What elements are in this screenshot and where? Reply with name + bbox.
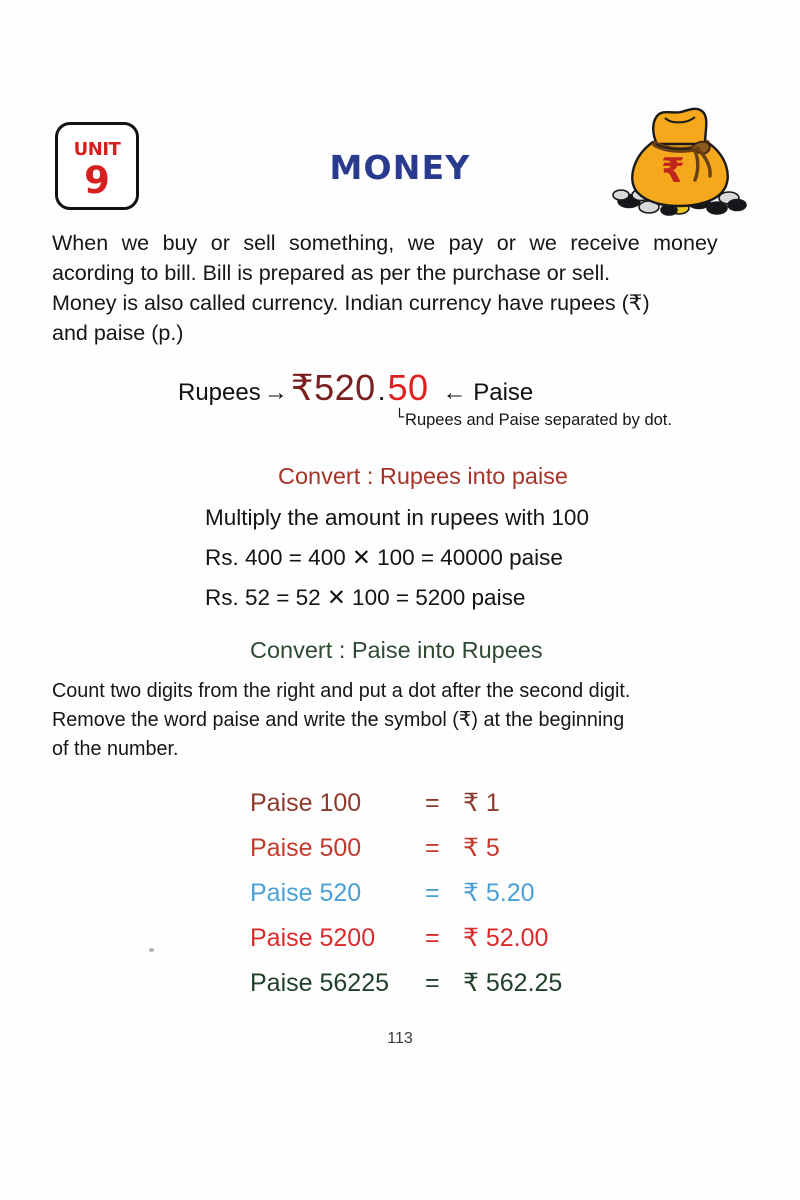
page-title: MONEY (329, 148, 471, 187)
arrow-left-icon: ← (442, 379, 467, 406)
scan-speck (149, 948, 154, 952)
paise-amount: Paise 5200 (250, 924, 376, 952)
intro-paragraph (52, 228, 752, 348)
paise-amount: Paise 56225 (250, 969, 390, 997)
dot-note-text: Rupees and Paise separated by dot. (405, 411, 672, 429)
table-row (250, 788, 562, 833)
rule-line-2: Remove the word paise and write the symbol (₹) at the beginning (52, 708, 625, 731)
intro-line-1: When we buy or sell something, we pay or we receive money (52, 231, 718, 255)
conversion-table (250, 788, 562, 1013)
example-rs-400: Rs. 400 = 400 ✕ 100 = 40000 paise (205, 545, 563, 570)
rule-line-3: of the number. (52, 737, 179, 760)
table-row (250, 878, 562, 923)
rupee-paise-diagram (178, 367, 533, 409)
paise-to-rupees-rule (52, 676, 733, 763)
table-row (250, 968, 562, 1013)
heading-rupees-into-paise: Convert : Rupees into paise (278, 463, 568, 489)
equals-sign: = (425, 834, 440, 862)
equals-sign: = (425, 969, 440, 997)
decimal-separator: . (377, 375, 386, 406)
paise-label: Paise (473, 379, 534, 406)
elbow-connector-icon: └ (395, 408, 405, 426)
rupees-value: 520 (314, 367, 376, 408)
paise-amount: Paise 520 (250, 879, 362, 907)
example-rs-52: Rs. 52 = 52 ✕ 100 = 5200 paise (205, 585, 526, 610)
svg-text:₹: ₹ (661, 151, 685, 191)
dot-separator-note (395, 408, 672, 430)
rule-multiply: Multiply the amount in rupees with 100 (205, 505, 589, 530)
paise-value: 50 (387, 367, 429, 408)
equals-sign: = (425, 879, 440, 907)
unit-number: 9 (84, 158, 110, 202)
rupee-amount: ₹ 1 (463, 789, 500, 817)
paise-amount: Paise 100 (250, 789, 362, 817)
rupee-amount: ₹ 5.20 (463, 879, 535, 907)
equals-sign: = (425, 924, 440, 952)
arrow-right-icon: → (263, 379, 288, 406)
table-row (250, 923, 562, 968)
rupee-amount: ₹ 5 (463, 834, 500, 862)
heading-paise-into-rupees: Convert : Paise into Rupees (250, 637, 543, 663)
currency-symbol: ₹ (290, 367, 315, 408)
equals-sign: = (425, 789, 440, 817)
rupee-amount: ₹ 52.00 (463, 924, 549, 952)
rupees-label: Rupees (178, 379, 261, 406)
page-number: 113 (387, 1030, 413, 1047)
rule-line-1: Count two digits from the right and put a dot after the second digit. (52, 679, 631, 702)
unit-label: unit (73, 131, 121, 161)
table-row (250, 833, 562, 878)
rupee-amount: ₹ 562.25 (463, 969, 563, 997)
intro-line-3: Money is also called currency. Indian currency have rupees (₹) (52, 291, 650, 315)
intro-line-2: acording to bill. Bill is prepared as per the purchase or sell. (52, 261, 611, 285)
paise-amount: Paise 500 (250, 834, 362, 862)
intro-line-4: and paise (p.) (52, 321, 184, 345)
money-bag-icon (607, 100, 752, 218)
